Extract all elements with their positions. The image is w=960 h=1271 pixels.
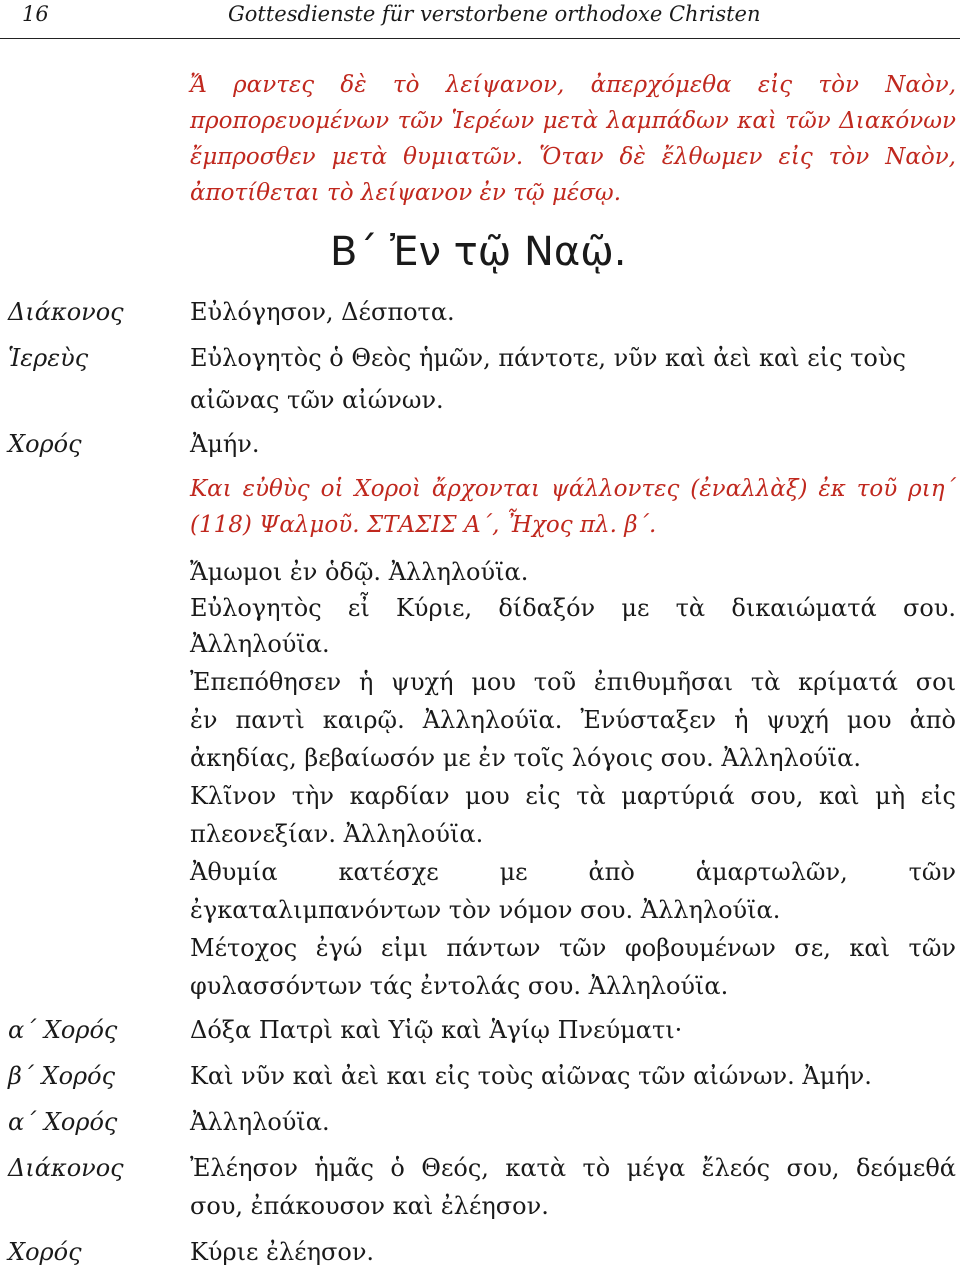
psalm-line: ἀκηδίας, βεβαίωσόν με ἐν τοῖς λόγοις σου. Ἀλληλούϊα. xyxy=(190,744,861,772)
running-title: Gottesdienste für verstorbene orthodoxe Christen xyxy=(228,2,761,26)
line-evlogison: Εὐλόγησον, Δέσποτα. xyxy=(190,298,455,326)
psalm-line: ἐγκαταλιμπανόντων τὸν νόμον σου. Ἀλληλούϊα. xyxy=(190,896,781,924)
rubric-psalm-line: (118) Ψαλμοῦ. ΣΤΑΣΙΣ Α΄, Ἦχος πλ. β΄. xyxy=(190,512,657,538)
rubric-intro-line: ἀποτίθεται τὸ λείψανον ἐν τῷ μέσῳ. xyxy=(190,180,622,206)
section-heading: Β΄ Ἐν τῷ Ναῷ. xyxy=(330,229,627,275)
psalm-line: φυλασσόντων τάς ἐντολάς σου. Ἀλληλούϊα. xyxy=(190,972,729,1000)
psalm-line: Ἀθυμία κατέσχε με ἀπὸ ἁμαρτωλῶν, τῶν xyxy=(190,858,956,886)
role-choir-b: β΄ Χορός xyxy=(8,1062,116,1090)
psalm-line: Εὐλογητὸς εἶ Κύριε, δίδαξόν με τὰ δικαιώματά σου. xyxy=(190,594,956,622)
rubric-intro-line: ἔμπροσθεν μετὰ θυμιατῶν. Ὅταν δὲ ἔλθωμεν εἰς τὸν Ναὸν, xyxy=(190,144,956,170)
page-header xyxy=(0,0,960,39)
line-amin: Ἀμήν. xyxy=(190,430,260,458)
line-eleison-cont: σου, ἐπάκουσον καὶ ἐλέησον. xyxy=(190,1192,549,1220)
line-kai-nyn: Καὶ νῦν καὶ ἀεὶ και εἰς τοὺς αἰῶνας τῶν αἰώνων. Ἀμήν. xyxy=(190,1062,872,1090)
role-choir-a-2: α΄ Χορός xyxy=(8,1108,118,1136)
role-choir-end: Χορός xyxy=(8,1238,82,1266)
psalm-line: Ἐπεπόθησεν ἡ ψυχή μου τοῦ ἐπιθυμῆσαι τὰ κρίματά σοι xyxy=(190,668,956,696)
rubric-intro-line: προπορευομένων τῶν Ἱερέων μετὰ λαμπάδων καὶ τῶν Διακόνων xyxy=(190,108,956,134)
psalm-line: Μέτοχος ἐγώ εἰμι πάντων τῶν φοβουμένων σε, καὶ τῶν xyxy=(190,934,956,962)
role-deacon-2: Διάκονος xyxy=(8,1154,124,1182)
role-choir: Χορός xyxy=(8,430,82,458)
page-number: 16 xyxy=(22,2,49,26)
line-evlogitos-cont: αἰῶνας τῶν αἰώνων. xyxy=(190,386,444,414)
rubric-intro-line: Ἄ ραντες δὲ τὸ λείψανον, ἀπερχόμεθα εἰς τὸν Ναὸν, xyxy=(190,72,956,98)
line-evlogitos: Εὐλογητὸς ὁ Θεὸς ἡμῶν, πάντοτε, νῦν καὶ ἀεὶ καὶ εἰς τοὺς xyxy=(190,344,906,372)
line-eleison: Ἐλέησον ἡμᾶς ὁ Θεός, κατὰ τὸ μέγα ἔλεός σου, δεόμεθά xyxy=(190,1154,956,1182)
line-doxa: Δόξα Πατρὶ καὶ Υἱῷ καὶ Ἁγίῳ Πνεύματι· xyxy=(190,1016,683,1044)
psalm-line: Ἀλληλούϊα. xyxy=(190,630,330,658)
line-kyrie: Κύριε ἐλέησον. xyxy=(190,1238,375,1266)
psalm-line: πλεονεξίαν. Ἀλληλούϊα. xyxy=(190,820,484,848)
role-choir-a: α΄ Χορός xyxy=(8,1016,118,1044)
psalm-line: Κλῖνον τὴν καρδίαν μου εἰς τὰ μαρτύριά σου, καὶ μὴ εἰς xyxy=(190,782,956,810)
psalm-line: ἐν παντὶ καιρῷ. Ἀλληλούϊα. Ἐνύσταξεν ἡ ψυχή μου ἀπὸ xyxy=(190,706,956,734)
role-deacon: Διάκονος xyxy=(8,298,124,326)
rubric-psalm-line: Και εὐθὺς οἱ Χοροὶ ἄρχονται ψάλλοντες (ἐναλλὰξ) ἐκ τοῦ ριη΄ xyxy=(190,476,956,502)
psalm-line: Ἄμωμοι ἐν ὁδῷ. Ἀλληλούϊα. xyxy=(190,558,529,586)
role-priest: Ἱερεὺς xyxy=(8,344,89,372)
line-alliluia: Ἀλληλούϊα. xyxy=(190,1108,330,1136)
